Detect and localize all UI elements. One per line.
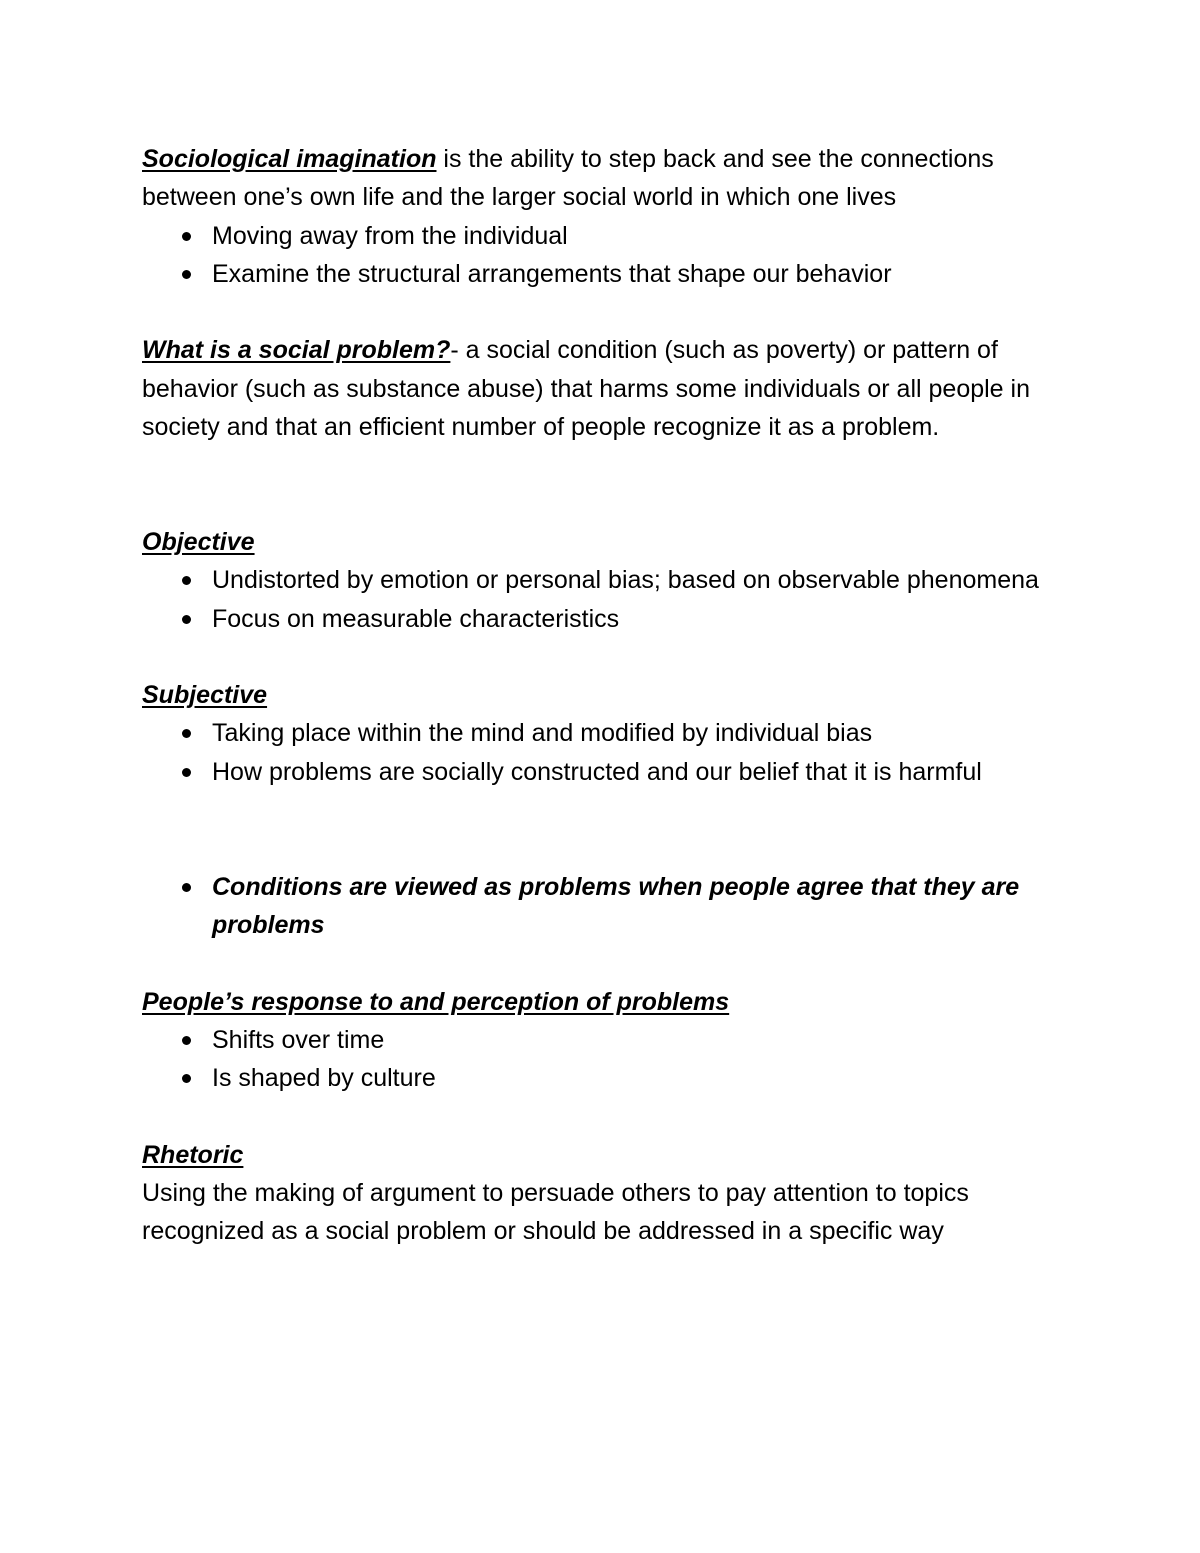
social-problem-definition: - a social condition (such as poverty) or pattern of behavior (such as substance abuse) that harms some individuals or all people in society and that an efficient number of people recognize it as a problem. [142,336,1030,442]
list-item-text: How problems are socially constructed and our belief that it is harmful [212,757,982,786]
bullet-icon [182,768,191,777]
spacer [142,638,1080,676]
list-item-text: Taking place within the mind and modified by individual bias [212,719,873,748]
social-problem-term: What is a social problem? [142,336,451,365]
rhetoric-heading [142,1136,1080,1174]
bullet-icon [182,232,191,241]
bullet-icon [182,270,191,279]
response-heading-text: People’s response to and perception of problems [142,987,730,1016]
list-item-text: Focus on measurable characteristics [212,604,620,633]
objective-list [142,561,1080,638]
list-item-text: Moving away from the individual [212,221,568,250]
conditions-list [142,868,1080,945]
social-problem-paragraph [142,331,1080,446]
sociological-imagination-paragraph [142,140,1080,217]
list-item [212,1021,1080,1059]
subjective-heading [142,676,1080,714]
bullet-icon [182,576,191,585]
list-item [212,868,1080,945]
conditions-text: Conditions are viewed as problems when people agree that they are problems [212,872,1020,939]
list-item [212,255,1080,293]
list-item [212,561,1080,599]
spacer [142,293,1080,331]
response-heading [142,983,1080,1021]
list-item-text: Shifts over time [212,1025,385,1054]
list-item [212,600,1080,638]
sociological-imagination-definition: is the ability to step back and see the connections between one’s own life and the larger social world in which one lives [142,145,994,212]
spacer [142,446,1080,523]
list-item [212,217,1080,255]
sociological-imagination-term: Sociological imagination [142,145,437,173]
bullet-icon [182,1074,191,1083]
list-item [212,1059,1080,1097]
rhetoric-definition: Using the making of argument to persuade others to pay attention to topics recognized as a social problem or should be addressed in a specific way [142,1179,969,1246]
list-item [212,753,1080,791]
response-list [142,1021,1080,1098]
objective-heading [142,523,1080,561]
sociological-imagination-list [142,217,1080,294]
bullet-icon [182,1036,191,1045]
bullet-icon [182,729,191,738]
bullet-icon [182,883,191,892]
objective-heading-text: Objective [142,527,255,556]
rhetoric-heading-text: Rhetoric [142,1140,244,1169]
spacer [142,791,1080,868]
spacer [142,944,1080,982]
list-item-text: Examine the structural arrangements that shape our behavior [212,259,892,288]
subjective-heading-text: Subjective [142,681,268,710]
list-item-text: Undistorted by emotion or personal bias; based on observable phenomena [212,566,1039,595]
list-item [212,714,1080,752]
list-item-text: Is shaped by culture [212,1064,436,1093]
bullet-icon [182,615,191,624]
subjective-list [142,714,1080,791]
spacer [142,1097,1080,1135]
